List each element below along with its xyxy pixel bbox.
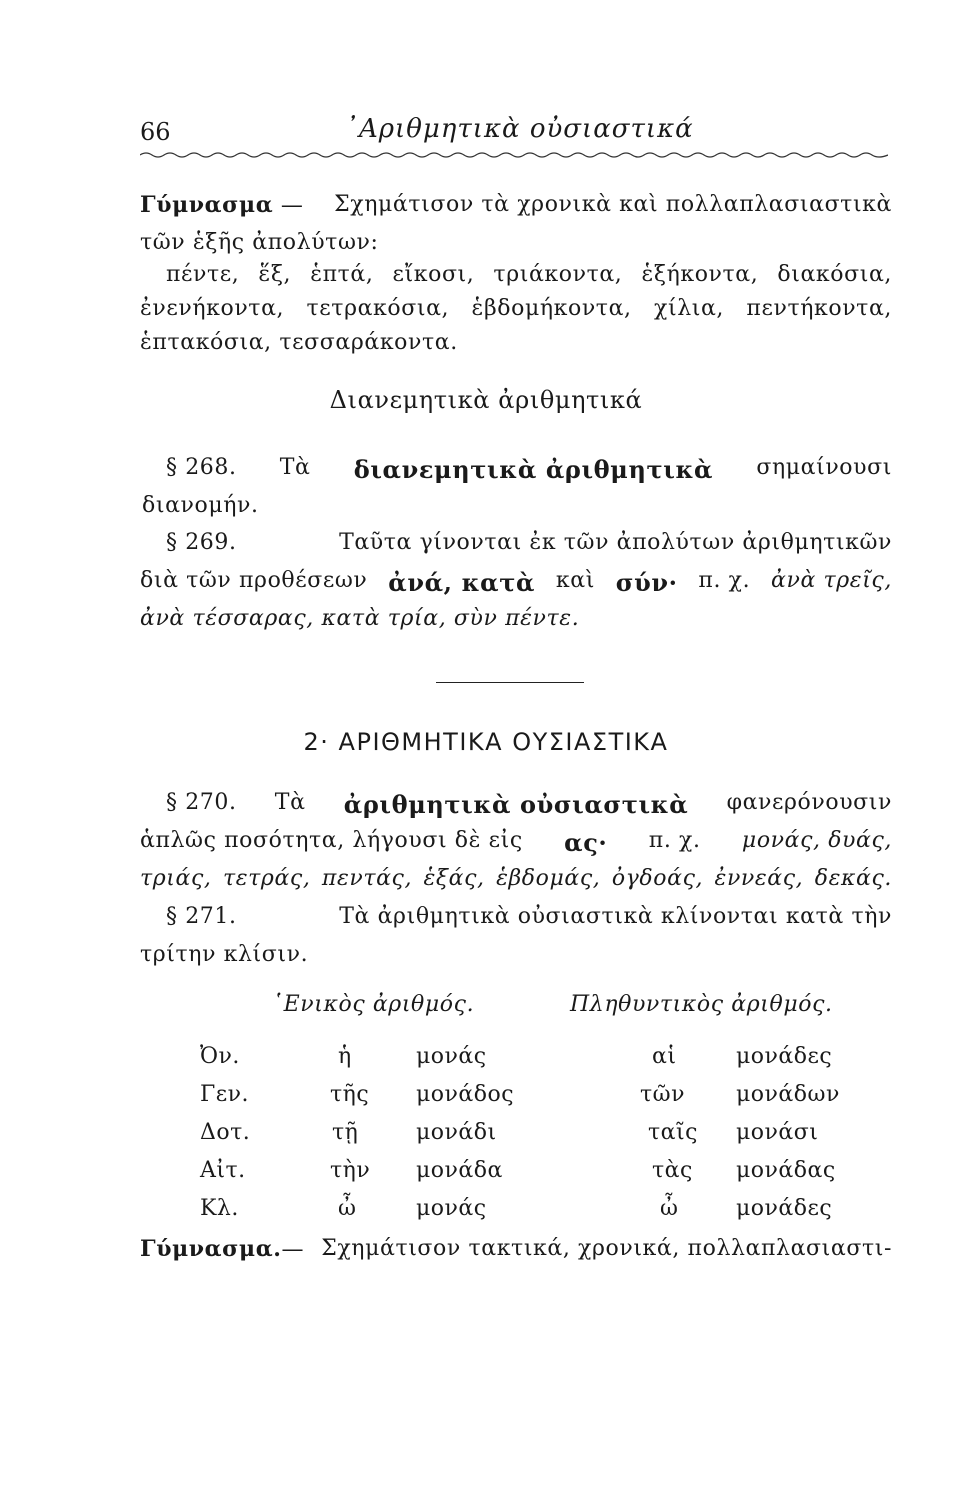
article-plural: ὦ <box>660 1196 679 1221</box>
paragraph-270-px: π. χ. <box>648 828 701 853</box>
exercise1-line4: ἐνενήκοντα, τετρακόσια, ἑβδομήκοντα, χίλια, πεντήκοντα, <box>140 296 892 321</box>
article-singular: τῆς <box>330 1082 370 1107</box>
article-singular: τῇ <box>332 1120 359 1145</box>
paragraph-269-number: § 269. <box>166 530 237 555</box>
paragraph-269-text-a: διὰ τῶν προθέσεων <box>140 568 368 593</box>
running-title: ᾿Αριθμητικὰ οὐσιαστικά <box>345 114 694 144</box>
article-plural: αἱ <box>652 1044 677 1069</box>
paragraph-269-line2 <box>140 568 892 597</box>
noun-plural: μονάδων <box>736 1082 840 1107</box>
paragraph-270-rest: φανερόνουσιν <box>726 790 892 815</box>
paragraph-268-number: § 268. <box>166 455 237 480</box>
noun-singular: μονάδι <box>416 1120 497 1145</box>
case-label: Δοτ. <box>200 1120 251 1145</box>
exercise1-line1 <box>140 192 892 218</box>
exercise1-line5: ἑπτακόσια, τεσσαράκοντα. <box>140 330 458 355</box>
plural-header: Πληθυντικὸς ἀριθμός. <box>570 992 833 1017</box>
exercise2-label: Γύμνασμα. <box>140 1236 282 1262</box>
paragraph-270-line2 <box>140 828 892 857</box>
noun-singular: μονάδος <box>416 1082 515 1107</box>
case-label: Ὀν. <box>200 1044 240 1069</box>
noun-singular: μονάς <box>416 1044 487 1069</box>
paragraph-270-line3: τριάς, τετράς, πεντάς, ἑξάς, ἑβδομάς, ὀγδοάς, ἐννεάς, δεκάς. <box>140 866 892 891</box>
paragraph-269-line1 <box>140 530 892 555</box>
exercise2-line <box>140 1236 892 1262</box>
noun-singular: μονάς <box>416 1196 487 1221</box>
paragraph-270-line1 <box>140 790 892 819</box>
paragraph-271-line1 <box>140 904 892 929</box>
exercise1-line2: τῶν ἑξῆς ἀπολύτων: <box>140 230 379 255</box>
noun-plural: μονάδες <box>736 1044 833 1069</box>
article-singular: ὦ <box>338 1196 357 1221</box>
paragraph-271-number: § 271. <box>166 904 237 929</box>
paragraph-270-bold: ἀριθμητικὰ οὐσιαστικὰ <box>343 790 689 819</box>
section-separator <box>436 682 584 683</box>
page-number: 66 <box>140 118 171 146</box>
paragraph-269-px: π. χ. <box>698 568 751 593</box>
wavy-rule <box>140 150 888 160</box>
paragraph-271-rest: Τὰ ἀριθμητικὰ οὐσιαστικὰ κλίνονται κατὰ τὴν <box>339 904 892 929</box>
case-label: Γεν. <box>200 1082 250 1107</box>
paragraph-269-line3: ἀνὰ τέσσαρας, κατὰ τρία, σὺν πέντε. <box>140 606 580 631</box>
paragraph-268-line1 <box>140 455 892 484</box>
exercise1-label: Γύμνασμα <box>140 192 274 218</box>
exercise2-dash: — <box>281 1237 305 1262</box>
paragraph-268-ta: Τὰ <box>279 455 311 480</box>
paragraph-269-rest: Ταῦτα γίνονται ἐκ τῶν ἀπολύτων ἀριθμητικῶν <box>339 530 892 555</box>
paragraph-269-italic: ἀνὰ τρεῖς, <box>771 568 892 593</box>
noun-singular: μονάδα <box>416 1158 503 1183</box>
paragraph-269-bold1: ἀνά, κατὰ <box>388 568 536 597</box>
paragraph-270-number: § 270. <box>166 790 237 815</box>
article-plural: τὰς <box>652 1158 693 1183</box>
article-plural: ταῖς <box>648 1120 698 1145</box>
case-label: Κλ. <box>200 1196 239 1221</box>
article-singular: τὴν <box>330 1158 371 1183</box>
paragraph-268-line2: διανομήν. <box>142 493 259 518</box>
paragraph-269-bold2: σύν· <box>615 568 678 597</box>
paragraph-270-bold2: ας· <box>564 828 608 857</box>
section-heading-nouns: 2· ΑΡΙΘΜΗΤΙΚΑ ΟΥΣΙΑΣΤΙΚΑ <box>303 728 669 756</box>
paragraph-271-line2: τρίτην κλίσιν. <box>140 942 309 967</box>
exercise1-line3: πέντε, ἕξ, ἑπτά, εἴκοσι, τριάκοντα, ἑξήκοντα, διακόσια, <box>166 262 892 287</box>
section-heading-distributive: Διανεμητικὰ ἀριθμητικά <box>329 386 643 414</box>
case-label: Αἰτ. <box>200 1158 246 1183</box>
noun-plural: μονάδας <box>736 1158 836 1183</box>
paragraph-270-text-a: ἁπλῶς ποσότητα, λήγουσι δὲ εἰς <box>140 828 523 853</box>
paragraph-269-kai: καὶ <box>555 568 595 593</box>
singular-header: ῾Ενικὸς ἀριθμός. <box>272 992 475 1017</box>
exercise2-text: Σχημάτισον τακτικά, χρονικά, πολλαπλασιαστι- <box>321 1236 892 1261</box>
paragraph-268-rest: σημαίνουσι <box>756 455 892 480</box>
noun-plural: μονάδες <box>736 1196 833 1221</box>
exercise1-line1-text: Σχημάτισον τὰ χρονικὰ καὶ πολλαπλασιαστικὰ <box>334 192 892 217</box>
paragraph-268-bold: διανεμητικὰ ἀριθμητικὰ <box>353 455 714 484</box>
noun-plural: μονάσι <box>736 1120 819 1145</box>
article-singular: ἡ <box>338 1044 352 1069</box>
paragraph-270-ta: Τὰ <box>274 790 306 815</box>
exercise1-dash: — <box>280 193 304 218</box>
article-plural: τῶν <box>640 1082 685 1107</box>
paragraph-270-italic: μονάς, δυάς, <box>741 828 892 853</box>
